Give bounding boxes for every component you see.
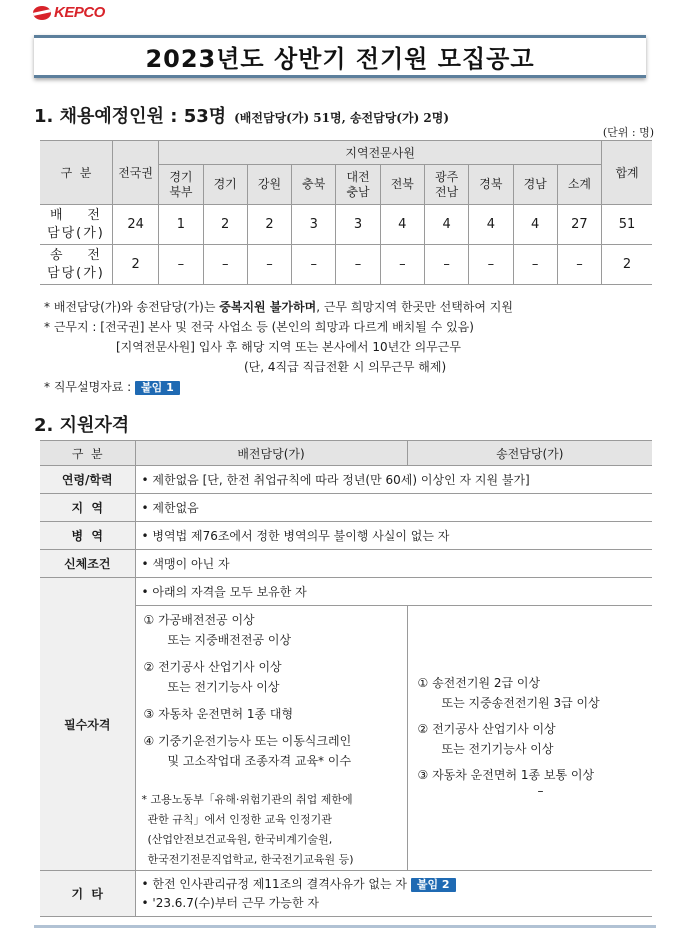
body-label: 신체조건 xyxy=(40,550,135,578)
table-cell: 2 xyxy=(247,205,291,245)
section1-title: 1. 채용예정인원 : 53명 xyxy=(34,106,227,127)
note-3: [지역전문사원] 입사 후 해당 지역 또는 본사에서 10년간 의무근무 xyxy=(116,340,461,354)
region-value: • 제한없음 xyxy=(135,494,652,522)
table-row xyxy=(40,245,652,285)
note-5: * 직무설명자료 : 붙임 1 xyxy=(44,377,654,397)
age-label: 연령/학력 xyxy=(40,466,135,494)
region-header: 경남 xyxy=(513,165,557,205)
etc-item-2: • '23.6.7(수)부터 근무 가능한 자 xyxy=(141,895,319,910)
table-cell: – xyxy=(513,245,557,285)
row-label: 송 전 담당(가) xyxy=(40,245,112,285)
table-cell: – xyxy=(247,245,291,285)
etc-value xyxy=(135,871,652,917)
region-header: 소계 xyxy=(557,165,601,205)
section2-title: 2. 지원자격 xyxy=(34,415,130,436)
table-cell: 51 xyxy=(602,205,652,245)
col-total: 합계 xyxy=(602,141,652,205)
table-cell: 2 xyxy=(203,205,247,245)
table-cell: 27 xyxy=(557,205,601,245)
region-header: 대전 충남 xyxy=(336,165,380,205)
table-cell: 24 xyxy=(112,205,158,245)
table-cell: 4 xyxy=(380,205,424,245)
table-cell: 3 xyxy=(336,205,380,245)
col-nationwide: 전국권 xyxy=(112,141,158,205)
military-label: 병 역 xyxy=(40,522,135,550)
age-value: • 제한없음 [단, 한전 취업규칙에 따라 정년(만 60세) 이상인 자 지원 불가] xyxy=(135,466,652,494)
requirement-item: ① 송전전기원 2급 이상 또는 지중송전전기원 3급 이상 xyxy=(417,676,600,710)
table-cell: 2 xyxy=(602,245,652,285)
requirement-item: ② 전기공사 산업기사 이상 또는 전기기능사 이상 xyxy=(143,660,282,694)
col-regional: 지역전문사원 xyxy=(159,141,602,165)
col-gubun: 구 분 xyxy=(40,141,112,205)
section1-heading xyxy=(34,102,449,128)
distribution-requirements xyxy=(135,606,407,871)
requirement-item: ④ 기중기운전기능사 또는 이동식크레인 및 고소작업대 조종자격 교육* 이수 xyxy=(143,734,352,768)
region-label: 지 역 xyxy=(40,494,135,522)
unit-label: (단위 : 명) xyxy=(602,126,654,139)
required-intro: • 아래의 자격을 모두 보유한 자 xyxy=(135,578,652,606)
table-cell: – xyxy=(203,245,247,285)
kepco-logo xyxy=(33,4,105,21)
military-value: • 병역법 제76조에서 정한 병역의무 불이행 사실이 없는 자 xyxy=(135,522,652,550)
page-title: 2023년도 상반기 전기원 모집공고 xyxy=(145,45,535,73)
table-cell: 4 xyxy=(424,205,468,245)
table-cell: – xyxy=(424,245,468,285)
title-banner xyxy=(34,35,646,78)
required-label: 필수자격 xyxy=(40,578,135,871)
transmission-requirements xyxy=(407,606,652,871)
table-cell: 4 xyxy=(513,205,557,245)
bottom-rule xyxy=(34,925,656,928)
etc-label: 기 타 xyxy=(40,871,135,917)
body-value: • 색맹이 아닌 자 xyxy=(135,550,652,578)
requirement-item: ③ 자동차 운전면허 1종 보통 이상 – xyxy=(417,768,595,798)
region-header: 경기 xyxy=(203,165,247,205)
col-transmission: 송전담당(가) xyxy=(407,441,652,466)
region-header: 강원 xyxy=(247,165,291,205)
region-header: 경기 북부 xyxy=(159,165,203,205)
requirement-item: ① 가공배전전공 이상 또는 지중배전전공 이상 xyxy=(143,613,292,647)
region-header: 충북 xyxy=(292,165,336,205)
table-cell: 2 xyxy=(112,245,158,285)
table-cell: – xyxy=(292,245,336,285)
qualification-table xyxy=(40,440,652,917)
table-cell: – xyxy=(469,245,513,285)
footnote-line: 한국전기전문직업학교, 한국전기교육원 등) xyxy=(147,853,354,866)
table-cell: – xyxy=(557,245,601,285)
col-distribution: 배전담당(가) xyxy=(135,441,407,466)
etc-item-1: • 한전 인사관리규정 제11조의 결격사유가 없는 자 붙임 2 xyxy=(142,875,653,894)
logo-text: KEPCO xyxy=(54,4,105,21)
note-2: * 근무지 : [전국권] 본사 및 전국 사업소 등 (본인의 희망과 다르게 배치될 수 있음) xyxy=(44,320,474,334)
region-header: 광주 전남 xyxy=(424,165,468,205)
table-cell: – xyxy=(336,245,380,285)
footnote-line: * 고용노동부「유해·위험기관의 취업 제한에 xyxy=(141,793,353,806)
table-cell: 4 xyxy=(469,205,513,245)
attachment-1-badge: 붙임 1 xyxy=(135,381,180,395)
section1-subtitle: (배전담당(가) 51명, 송전담당(가) 2명) xyxy=(234,111,450,125)
table-cell: 1 xyxy=(159,205,203,245)
footnote-line: 관한 규칙」에서 인정한 교육 인정기관 xyxy=(147,813,332,826)
footnote-line: (산업안전보건교육원, 한국비계기술원, xyxy=(147,833,333,846)
headcount-table xyxy=(40,140,652,285)
region-header: 경북 xyxy=(469,165,513,205)
region-header: 전북 xyxy=(380,165,424,205)
notes xyxy=(44,297,654,397)
attachment-2-badge: 붙임 2 xyxy=(411,878,456,892)
table-cell: – xyxy=(380,245,424,285)
table-cell: 3 xyxy=(292,205,336,245)
note-4: (단, 4직급 직급전환 시 의무근무 해제) xyxy=(244,360,447,374)
table-row xyxy=(40,205,652,245)
kepco-logo-icon xyxy=(33,6,51,20)
table-cell: – xyxy=(159,245,203,285)
col-gubun-2: 구 분 xyxy=(40,441,135,466)
row-label: 배 전 담당(가) xyxy=(40,205,112,245)
requirement-item: ② 전기공사 산업기사 이상 또는 전기기능사 이상 xyxy=(417,722,556,756)
requirement-item: ③ 자동차 운전면허 1종 대형 xyxy=(143,707,294,721)
note-1: * 배전담당(가)와 송전담당(가)는 중복지원 불가하며, 근무 희망지역 한곳만 선택하여 지원 xyxy=(44,300,513,314)
